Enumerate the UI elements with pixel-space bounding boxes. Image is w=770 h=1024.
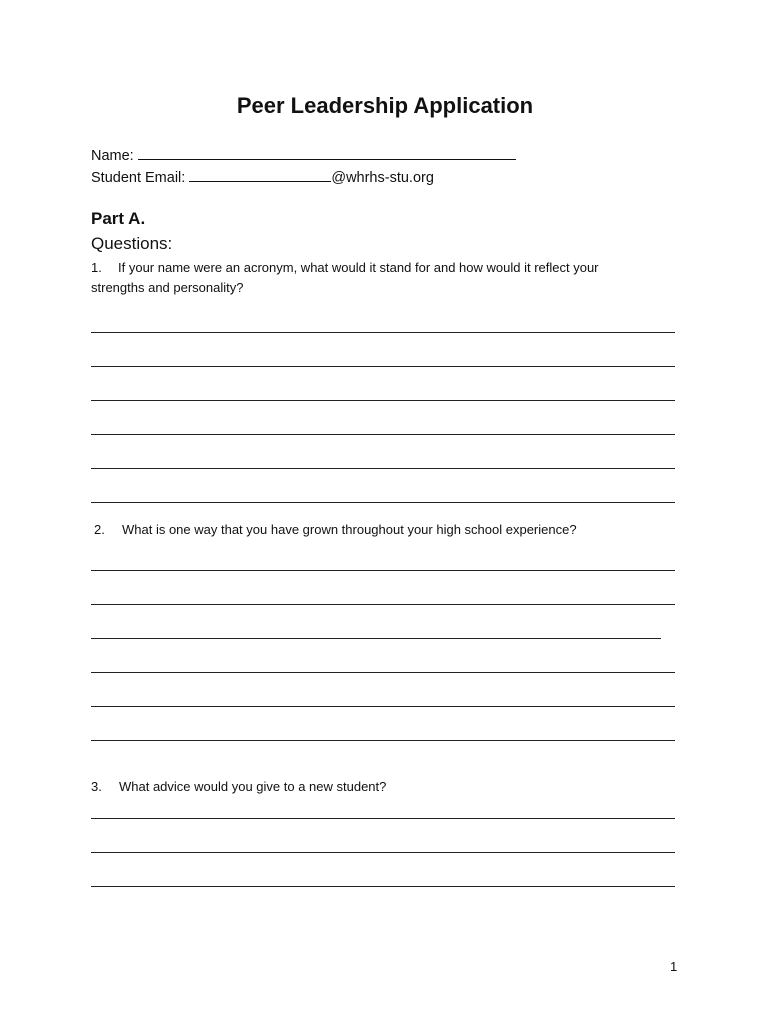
email-field [91, 169, 434, 186]
answer-line[interactable] [91, 400, 675, 401]
email-blank[interactable] [189, 169, 331, 182]
page-number: 1 [670, 959, 678, 974]
answer-line[interactable] [91, 434, 675, 435]
answer-line[interactable] [91, 886, 675, 887]
answer-line[interactable] [91, 468, 675, 469]
answer-line[interactable] [91, 502, 675, 503]
answer-line[interactable] [91, 706, 675, 707]
name-blank[interactable] [138, 147, 516, 160]
answer-line[interactable] [91, 638, 661, 639]
part-heading: Part A. [91, 209, 146, 228]
question-2 [94, 520, 577, 540]
answer-line[interactable] [91, 852, 675, 853]
question-1 [91, 258, 599, 298]
answer-line[interactable] [91, 740, 675, 741]
name-field [91, 147, 516, 164]
question-number: 2. [94, 522, 105, 537]
answer-line[interactable] [91, 570, 675, 571]
answer-line[interactable] [91, 604, 675, 605]
answer-line[interactable] [91, 818, 675, 819]
email-suffix: @whrhs-stu.org [331, 170, 434, 186]
question-number: 1. [91, 260, 102, 275]
questions-heading: Questions: [91, 234, 173, 253]
email-label: Student Email: [91, 170, 186, 186]
answer-line[interactable] [91, 672, 675, 673]
question-3 [91, 777, 386, 797]
question-text: What is one way that you have grown throughout your high school experience? [122, 522, 577, 537]
answer-line[interactable] [91, 332, 675, 333]
question-text: If your name were an acronym, what would it stand for and how would it reflect your [118, 260, 599, 275]
question-text: What advice would you give to a new student? [119, 779, 387, 794]
page-title: Peer Leadership Application [236, 93, 534, 118]
question-text-continued: strengths and personality? [91, 280, 244, 295]
answer-line[interactable] [91, 366, 675, 367]
question-number: 3. [91, 779, 102, 794]
name-label: Name: [91, 148, 134, 164]
